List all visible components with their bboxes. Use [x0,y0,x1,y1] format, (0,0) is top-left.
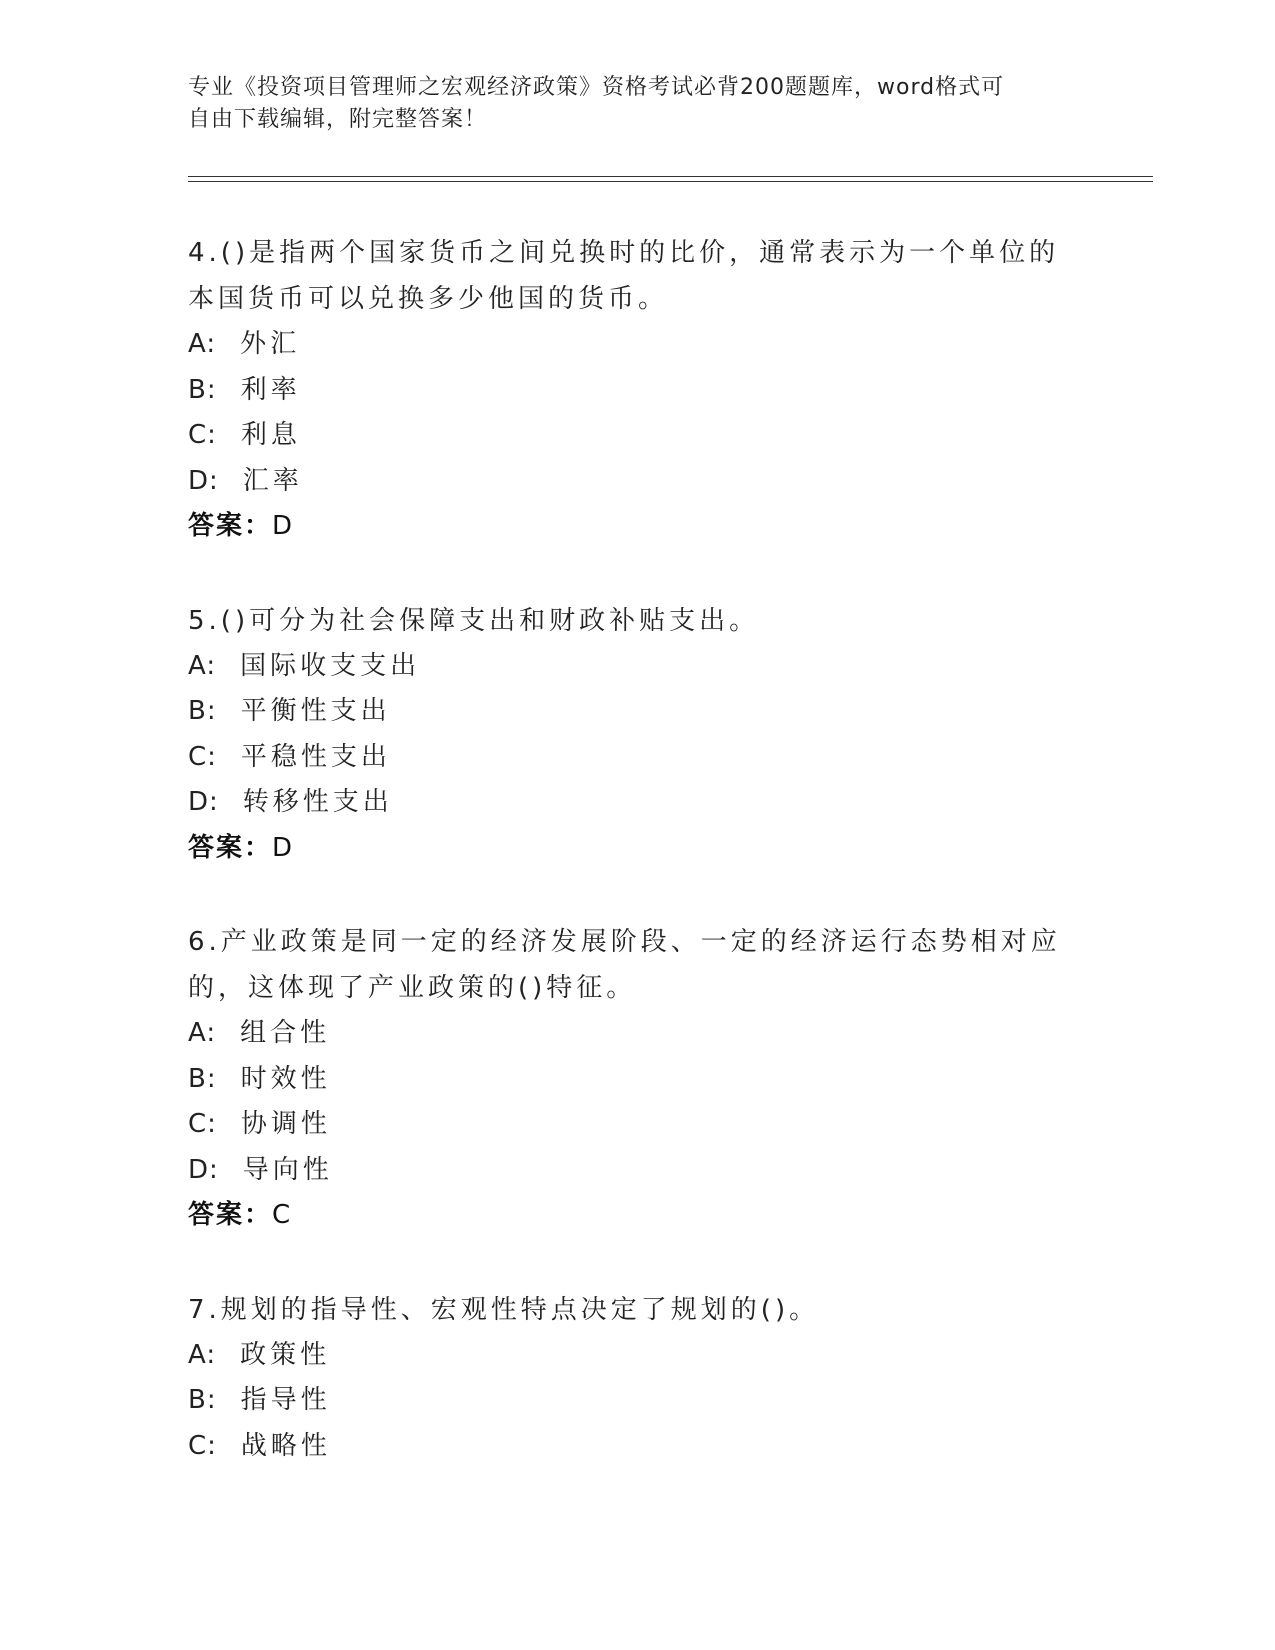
option-letter: C: [188,741,217,772]
option-text: 组合性 [240,1018,331,1048]
option-d [188,780,1088,826]
question-6 [188,919,1088,1239]
option-text: 平稳性支出 [240,741,391,772]
option-letter: B: [188,696,217,726]
question-stem: 4.()是指两个国家货币之间兑换时的比价，通常表示为一个单位的本国货币可以兑换多少他国的货币。 [188,238,1060,314]
option-c [188,1424,1088,1470]
option-a [188,644,1088,690]
option-letter: D: [188,465,219,496]
option-letter: B: [188,374,217,405]
option-text: 战略性 [240,1430,331,1461]
option-c [188,1102,1088,1148]
option-letter: C: [188,420,217,450]
option-text: 汇率 [242,465,303,496]
header-divider-bottom [188,181,1153,182]
option-letter: A: [188,1339,217,1370]
answer-label: 答案： [188,511,273,541]
option-b [188,1378,1088,1424]
answer-line [188,1193,1088,1239]
option-a [188,1011,1088,1057]
option-letter: C: [188,1109,217,1139]
option-letter: A: [188,329,217,359]
header-line-2: 自由下载编辑，附完整答案！ [188,107,488,132]
option-c [188,413,1088,459]
option-b [188,689,1088,735]
question-stem: 7.规划的指导性、宏观性特点决定了规划的()。 [188,1294,820,1325]
option-text: 协调性 [240,1109,331,1139]
option-letter: D: [188,787,219,817]
option-letter: D: [188,1154,219,1185]
answer-value: D [272,511,295,541]
question-list [188,230,1088,1517]
option-text: 指导性 [240,1385,331,1415]
option-c [188,735,1088,781]
option-letter: A: [188,650,217,681]
option-letter: B: [188,1385,217,1415]
header-line-1: 专业《投资项目管理师之宏观经济政策》资格考试必背200题题库，word格式可 [188,75,1005,100]
answer-line [188,826,1088,872]
question-5 [188,598,1088,872]
header-divider-top [188,176,1153,177]
option-text: 利息 [240,420,301,450]
option-text: 导向性 [242,1154,333,1185]
option-text: 转移性支出 [242,787,393,817]
question-4 [188,230,1088,550]
option-b [188,1057,1088,1103]
option-text: 利率 [240,374,301,405]
answer-value: D [272,832,295,863]
question-stem: 5.()可分为社会保障支出和财政补贴支出。 [188,605,760,636]
option-a [188,1333,1088,1379]
option-text: 政策性 [240,1339,331,1370]
option-text: 外汇 [240,329,301,359]
option-letter: C: [188,1430,217,1461]
option-letter: A: [188,1018,217,1048]
option-a [188,322,1088,368]
option-text: 国际收支支出 [240,650,421,681]
document-header [188,72,1068,136]
answer-value: C [272,1200,293,1230]
question-7 [188,1287,1088,1470]
option-d [188,459,1088,505]
question-stem: 6.产业政策是同一定的经济发展阶段、一定的经济运行态势相对应的，这体现了产业政策的()特征。 [188,927,1061,1003]
answer-label: 答案： [188,1200,273,1230]
option-text: 平衡性支出 [240,696,391,726]
option-d [188,1148,1088,1194]
answer-line [188,504,1088,550]
option-b [188,368,1088,414]
option-letter: B: [188,1063,217,1094]
option-text: 时效性 [240,1063,331,1094]
answer-label: 答案： [188,832,273,863]
